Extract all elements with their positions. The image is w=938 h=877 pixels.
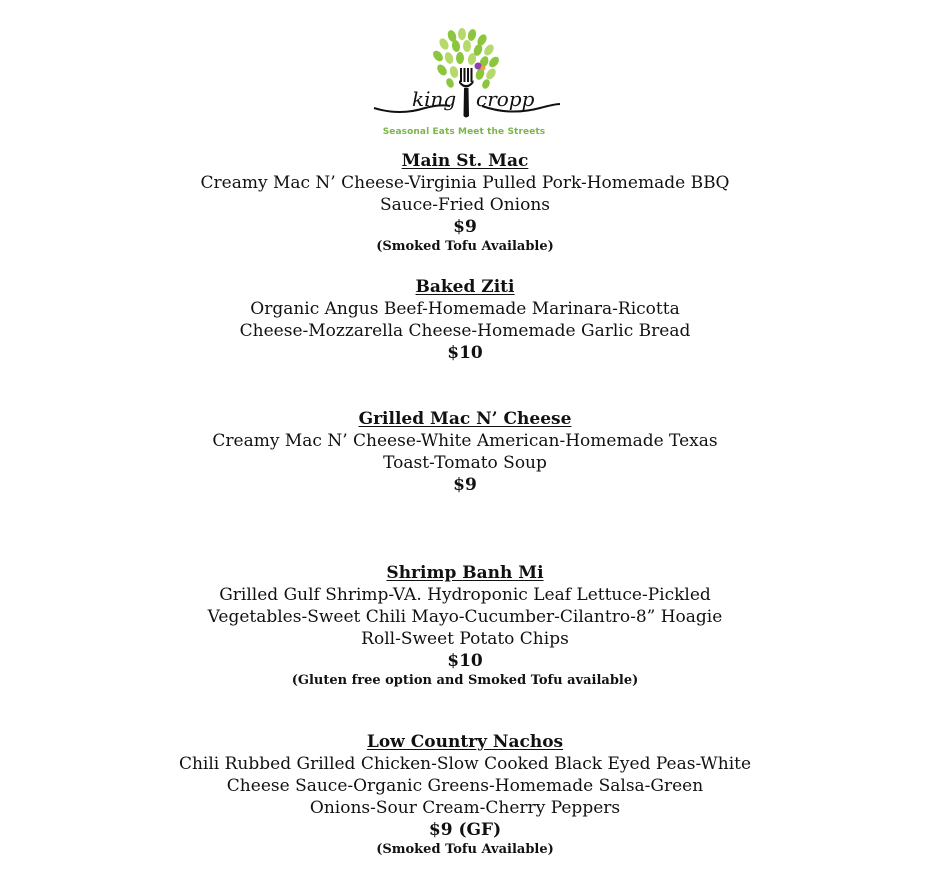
item-description: Creamy Mac N’ Cheese-Virginia Pulled Pork-Homemade BBQ Sauce-Fried Onions	[200, 173, 730, 215]
tree-leaves	[431, 28, 501, 90]
item-name: Baked Ziti	[415, 277, 515, 297]
item-price: $9 (GF)	[428, 820, 502, 840]
menu-item	[0, 276, 930, 364]
menu-item	[0, 731, 930, 859]
item-name: Low Country Nachos	[366, 732, 564, 752]
item-price: $9	[453, 475, 477, 495]
item-description: Creamy Mac N’ Cheese-White American-Homemade Texas Toast-Tomato Soup	[212, 431, 718, 473]
logo-tagline: Seasonal Eats Meet the Streets	[382, 127, 546, 137]
king-cropp-logo	[370, 28, 566, 142]
logo-cropp-text: cropp	[476, 87, 535, 111]
item-description: Grilled Gulf Shrimp-VA. Hydroponic Leaf Lettuce-Pickled Vegetables-Sweet Chili Mayo-Cucumber-Cilantro-8” Hoagie Roll-Sweet Potato Chips	[207, 585, 723, 649]
item-name: Main St. Mac	[401, 151, 529, 171]
menu-item	[0, 408, 930, 496]
item-note: (Smoked Tofu Available)	[376, 842, 554, 857]
item-price: $10	[447, 343, 483, 363]
item-price: $9	[453, 217, 477, 237]
item-name: Shrimp Banh Mi	[386, 563, 544, 583]
menu-item	[0, 562, 930, 690]
item-description: Organic Angus Beef-Homemade Marinara-Ricotta Cheese-Mozzarella Cheese-Homemade Garlic Bread	[239, 299, 691, 341]
item-note: (Gluten free option and Smoked Tofu available)	[291, 673, 639, 688]
fork-icon	[459, 68, 474, 118]
item-note: (Smoked Tofu Available)	[376, 239, 554, 254]
item-price: $10	[447, 651, 483, 671]
menu-item	[0, 150, 930, 256]
item-name: Grilled Mac N’ Cheese	[358, 409, 572, 429]
item-description: Chili Rubbed Grilled Chicken-Slow Cooked Black Eyed Peas-White Cheese Sauce-Organic Greens-Homemade Salsa-Green Onions-Sour Cream-Cherry Peppers	[178, 754, 752, 818]
logo-king-text: king	[412, 87, 457, 111]
